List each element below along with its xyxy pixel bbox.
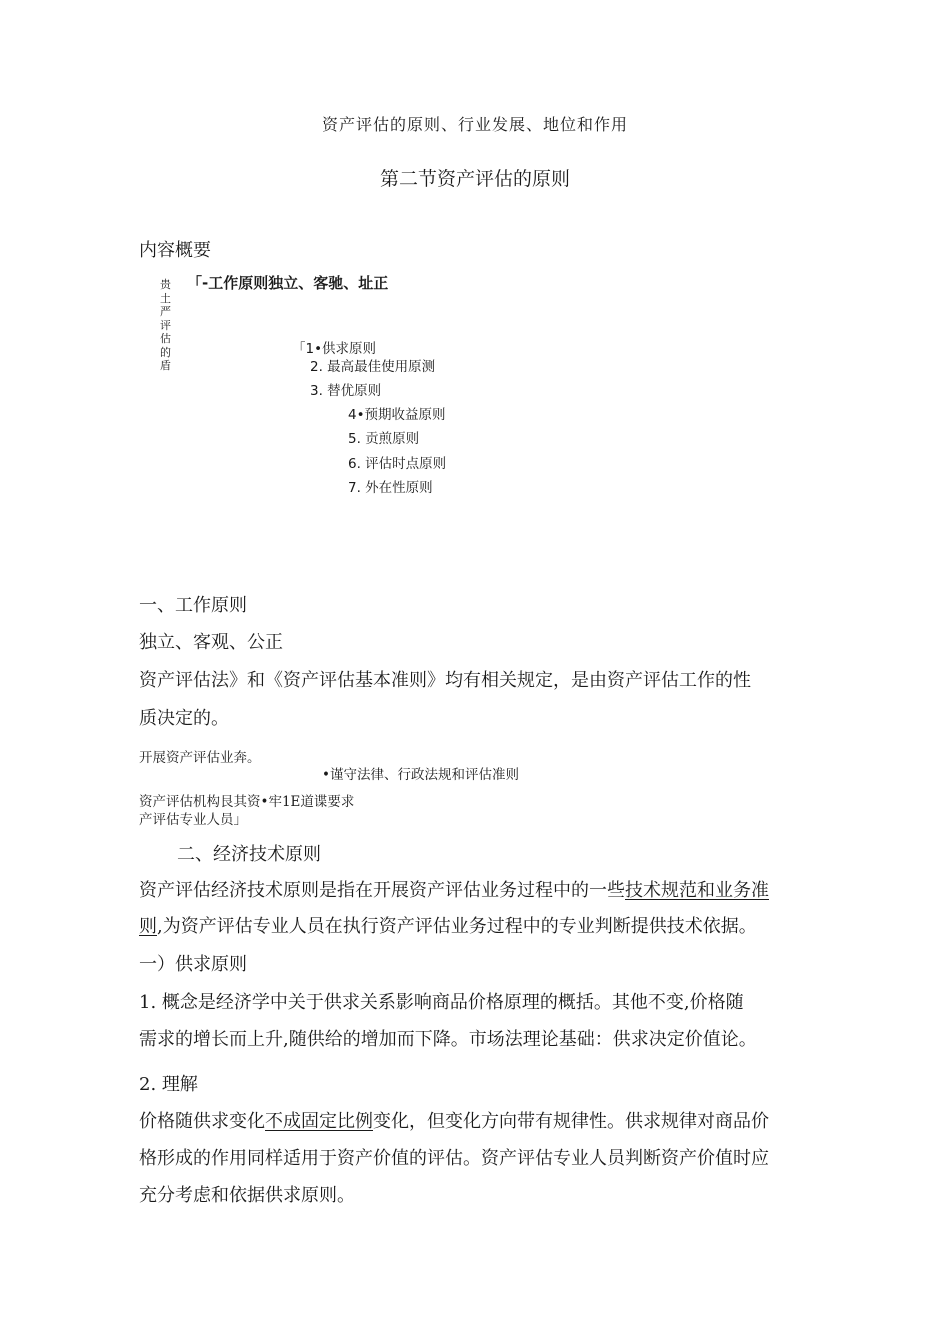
- part2-intro-text: ,为资产评估专业人员在执行资产评估业务过程中的专业判断提供技术依据。: [157, 916, 757, 937]
- part2-intro-text: 资产评估经济技术原则是指在开展资产评估业务过程中的一些: [139, 880, 625, 901]
- part2-heading: 二、经济技术原则: [177, 844, 321, 865]
- understand-line1: [139, 1107, 769, 1133]
- part1-subheading: 独立、客观、公正: [139, 632, 283, 653]
- overview-vertical-label: 贵土严评估的盾: [160, 278, 171, 372]
- econ-item-2: 2. 最高最佳使用原测: [310, 359, 436, 375]
- econ-item-7: 7. 外在性原则: [348, 480, 433, 496]
- part2-intro-line1: [139, 876, 769, 902]
- understand-line2: 格形成的作用同样适用于资产价值的评估。资产评估专业人员判断资产价值时应: [139, 1148, 769, 1169]
- section-title: 第二节资产评估的原则: [379, 168, 570, 190]
- econ-item-1: 「1•供求原则: [292, 341, 377, 357]
- underlined-term: 不成固定比例: [265, 1111, 373, 1132]
- part1-paragraph-line2: 质决定的。: [139, 708, 229, 729]
- diagram-line-2: •谨守法律、行政法规和评估准则: [322, 767, 519, 783]
- part1-heading: 一、工作原则: [139, 595, 247, 616]
- concept-line1: 1. 概念是经济学中关于供求关系影响商品价格原理的概括。其他不变,价格随: [139, 992, 744, 1013]
- econ-item-4: 4•预期收益原则: [348, 407, 446, 423]
- concept-line2: 需求的增长而上升,随供给的增加而下降。市场法理论基础：供求决定价值论。: [139, 1029, 757, 1050]
- diagram-line-3: 资产评估机构艮其资•牢1E道谍要求: [139, 794, 355, 810]
- econ-item-6: 6. 评估时点原则: [348, 456, 447, 472]
- understand-heading: 2. 理解: [139, 1074, 198, 1095]
- diagram-line-1: 开展资产评估业奔。: [139, 750, 261, 766]
- econ-item-3: 3. 替优原则: [310, 383, 382, 399]
- underlined-term: 技术规范和业务准: [625, 880, 769, 901]
- diagram-line-4: 产评估专业人员」: [139, 812, 247, 828]
- part2-intro-line2: [139, 912, 757, 938]
- overview-heading: 内容概要: [139, 240, 211, 261]
- supply-demand-heading: 一）供求原则: [139, 954, 247, 975]
- understand-text: 变化，但变化方向带有规律性。供求规律对商品价: [373, 1111, 769, 1132]
- work-principle-line: 「-工作原则独立、客驰、址正: [187, 274, 389, 292]
- understand-text: 价格随供求变化: [139, 1111, 265, 1132]
- part1-paragraph-line1: 资产评估法》和《资产评估基本准则》均有相关规定，是由资产评估工作的性: [139, 670, 751, 691]
- econ-item-5: 5. 贡煎原则: [348, 431, 420, 447]
- document-title: 资产评估的原则、行业发展、地位和作用: [321, 115, 628, 134]
- underlined-term: 则: [139, 916, 157, 937]
- understand-line3: 充分考虑和依据供求原则。: [139, 1185, 355, 1206]
